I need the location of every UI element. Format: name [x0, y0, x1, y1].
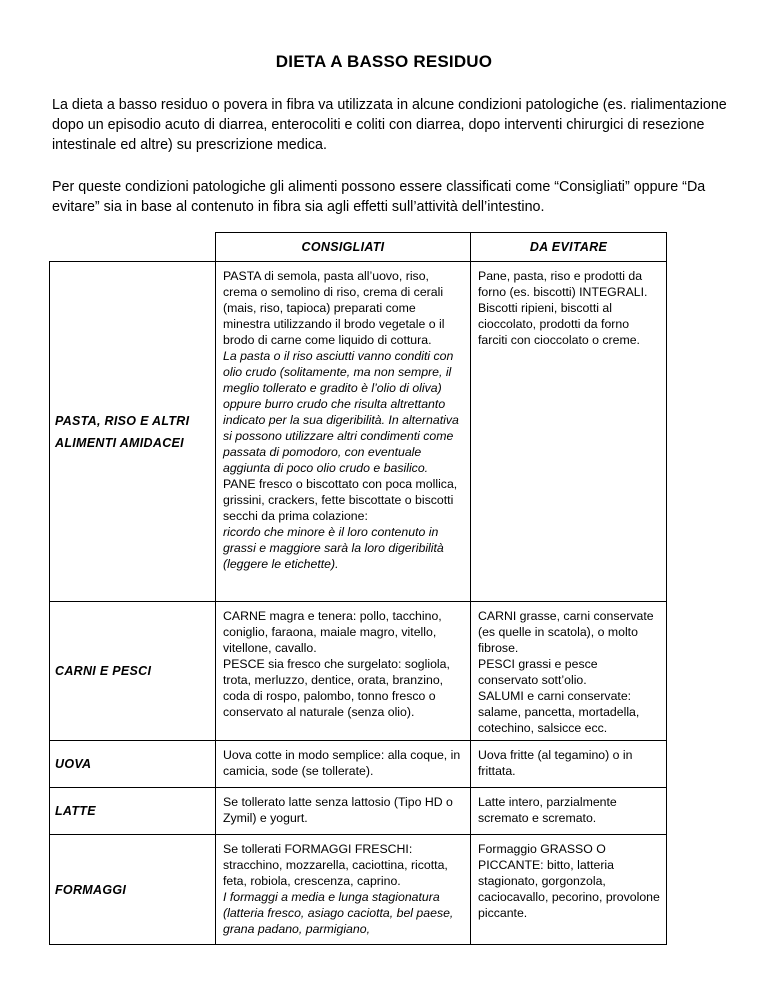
uova-avoid: Uova fritte (al tegamino) o in frittata. — [471, 741, 667, 788]
pasta-rec-text-3: PANE fresco o biscottato con poca mollica, grissini, crackers, fette biscottate o biscotti secchi da prima colazione: — [223, 477, 458, 523]
uova-recommended: Uova cotte in modo semplice: alla coque, in camicia, sode (se tollerate). — [216, 741, 471, 788]
category-pasta-line1: PASTA, RISO E ALTRI — [55, 413, 190, 428]
carni-avoid-text-2: PESCI grassi e pesce conservato sott’olio. — [478, 657, 598, 687]
carni-avoid — [471, 602, 667, 741]
pasta-recommended — [216, 262, 471, 602]
header-avoid: DA EVITARE — [471, 233, 667, 262]
table-row-carni — [50, 602, 667, 741]
carni-recommended — [216, 602, 471, 741]
latte-avoid: Latte intero, parzialmente scremato e scremato. — [471, 788, 667, 835]
category-carni: CARNI E PESCI — [50, 602, 216, 741]
table-row-latte — [50, 788, 667, 835]
carni-avoid-text-1: CARNI grasse, carni conservate (es quelle in scatola), o molto fibrose. — [478, 609, 654, 655]
pasta-rec-text-4: ricordo che minore è il loro contenuto in grassi e maggiore sarà la loro digeribilità (leggere le etichette). — [223, 525, 444, 571]
formaggi-rec-text-2: I formaggi a media e lunga stagionatura (latteria fresco, asiago caciotta, bel paese, grana padano, parmigiano, — [223, 890, 454, 936]
table-row-formaggi — [50, 835, 667, 945]
intro-paragraph-2: Per queste condizioni patologiche gli alimenti possono essere classificati come “Consigliati” oppure “Da evitare” sia in base al contenuto in fibra sia agli effetti sull’attività dell’intestino. — [52, 179, 706, 215]
table-row-uova — [50, 741, 667, 788]
latte-recommended: Se tollerato latte senza lattosio (Tipo HD o Zymil) e yogurt. — [216, 788, 471, 835]
table-row-pasta — [50, 262, 667, 602]
pasta-rec-text-2: La pasta o il riso asciutti vanno conditi con olio crudo (solitamente, ma non sempre, il meglio tollerato e gradito è l’olio di oliva) oppure burro crudo che risulta altrettanto indicato per la sua digeribilità. In alternativa si possono utilizzare altri condimenti come passata di pomodoro, con eventuale aggiunta di poco olio crudo e basilico. — [223, 349, 459, 475]
table-header-row — [50, 233, 667, 262]
category-pasta — [50, 262, 216, 602]
header-recommended: CONSIGLIATI — [216, 233, 471, 262]
formaggi-avoid: Formaggio GRASSO O PICCANTE: bitto, latteria stagionato, gorgonzola, caciocavallo, pecorino, provolone piccante. — [471, 835, 667, 945]
pasta-avoid-text-1: Pane, pasta, riso e prodotti da forno (es. biscotti) INTEGRALI. — [478, 269, 648, 299]
carni-rec-text-2: PESCE sia fresco che surgelato: sogliola, trota, merluzzo, dentice, orata, branzino, coda di rospo, palombo, tonno fresco o conservato al naturale (senza olio). — [223, 657, 450, 719]
header-blank-cell — [50, 233, 216, 262]
pasta-rec-text-1: PASTA di semola, pasta all’uovo, riso, crema o semolino di riso, crema di cerali (mais, riso, tapioca) preparati come minestra utilizzando il brodo vegetale o il brodo di carne come liquido di cottura. — [223, 269, 445, 347]
formaggi-recommended — [216, 835, 471, 945]
carni-avoid-text-3: SALUMI e carni conservate: salame, pancetta, mortadella, cotechino, salsicce ecc. — [478, 689, 640, 735]
food-table — [49, 232, 667, 945]
category-pasta-line2: ALIMENTI AMIDACEI — [55, 435, 184, 450]
page-title: DIETA A BASSO RESIDUO — [275, 52, 493, 71]
category-latte: LATTE — [50, 788, 216, 835]
formaggi-rec-text-1: Se tollerati FORMAGGI FRESCHI: stracchino, mozzarella, caciottina, ricotta, feta, robiola, crescenza, caprino. — [223, 842, 448, 888]
category-uova: UOVA — [50, 741, 216, 788]
category-formaggi: FORMAGGI — [50, 835, 216, 945]
pasta-avoid — [471, 262, 667, 602]
carni-rec-text-1: CARNE magra e tenera: pollo, tacchino, coniglio, faraona, maiale magro, vitello, vitellone, cavallo. — [223, 609, 442, 655]
pasta-avoid-text-2: Biscotti ripieni, biscotti al cioccolato, prodotti da forno farciti con cioccolato o creme. — [478, 301, 640, 347]
intro-paragraph-1: La dieta a basso residuo o povera in fibra va utilizzata in alcune condizioni patologiche (es. rialimentazione dopo un episodio acuto di diarrea, enterocoliti e coliti con diarrea, dopo interventi chirurgici di resezione intestinale ed altre) su prescrizione medica. — [52, 97, 727, 153]
